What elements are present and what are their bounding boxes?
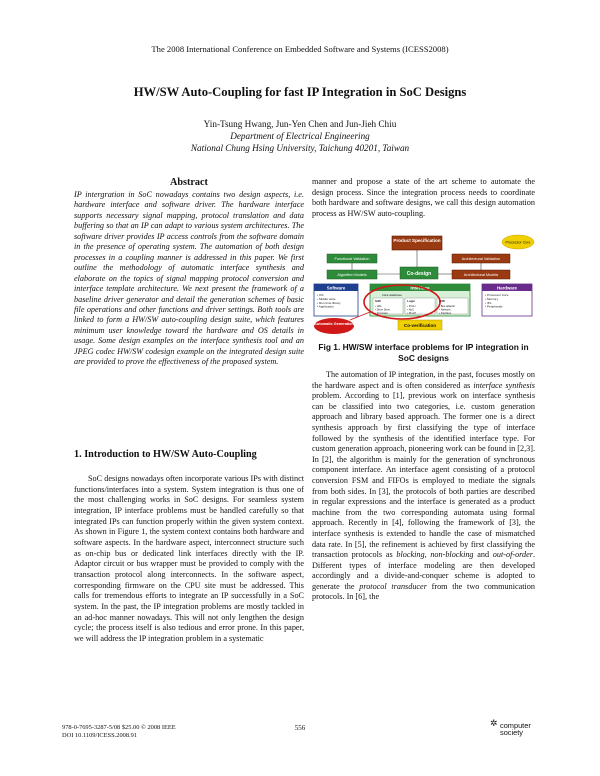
authors: Yin-Tsung Hwang, Jun-Yen Chen and Jun-Jieh Chiu: [203, 119, 397, 129]
architectural-models-label: Architectural Models: [463, 273, 499, 277]
right-column-body: [312, 370, 535, 603]
sw-column-items: • HAL • Drive Drive • Firmware: [375, 305, 390, 315]
section-heading: 1. Introduction to HW/SW Auto-Coupling: [74, 449, 257, 460]
abstract-heading: Abstract: [170, 177, 208, 188]
department: Department of Electrical Engineering: [230, 131, 370, 141]
sw-column-title: S/W: [375, 299, 381, 303]
intro-paragraph: SoC designs nowadays often incorporate various IPs with distinct functions/interfaces into a system. System integration is thus one of the most challenging works in SoC designs. For seamless system integration, IP interface problems must be handled carefully so that integrated IPs can function properly within the given system context. As shown in Figure 1, the system context contains both hardware and software aspects. In the hardware aspect, interconnect structure such as on-chip bus or dedicated link interfaces directly with the IP. Adaptor circuit or bus wrapper must be provided to comply with the transaction protocol along interconnects. In the software aspect, corresponding firmware on the CPU site must be addressed. This calls for tremendous efforts to integrate an IP successfully in a SoC system. In the past, the IP integration problems are mostly tackled in an ad-hoc manner nowadays. This will not only lengthen the design cycle; the process itself is also tedious and error prone. In this paper, we will address the IP integration problem in a systematic: [74, 474, 304, 643]
computer-society-icon: ✲: [490, 718, 498, 728]
right-column-top-text: manner and propose a state of the art scheme to automate the design process. Since the integration process needs to coordinate both hardware and software designs, we call this design automation process as HW/SW auto-coupling.: [312, 177, 535, 218]
abstract-text: IP intergration in SoC nowadays contains two design aspects, i.e. hardware interface and software driver. The hardware interface supports necessary signal mapping, protocol translation and data buffering so that an IP can adapt to various system architectures. The software driver provides IP access controls from the software domain in the presence of operating system. The automation of both design processes in a coupling manner is addressed in this paper. We first outline the methodology of automatic interface synthesis and elaborate on the topics of signal mapping protocol conversion and interface template architecture. We next present the framework of a baseline driver generator and detail the generation schemes of basic file operations and other functions and driver settings. Both tools are linked to form a HW/SW auto-coupling design suite, which features minimum user knowledge toward the hardware and OS details in usage. Some design examples on the interface synthesis tool and an JPEG codec HW/SW codesign example on the integrated design suite are provided to prove the effectiveness of the proposed system.: [74, 190, 304, 367]
interface-label: Interface: [410, 285, 430, 291]
right-paragraph: The automation of IP integration, in the past, focuses mostly on the hardware aspect and is often considered as interface synthesis problem. According to [1], previous work on interface synthesis can be classified into two categories, i.e. custom generation approach and library based approach. The former one is a direct synthesis approach by first classifying the type of interface followed by the synthesis of the identified interface type. For custom generation approach, pioneering work can be found in [2,3]. In [2], the algorithm is mainly for the generation of synchronous component interface. An interface agent consisting of a protocol conversion FSM and FIFOs is employed to mediate the signals from both sides. In [3], the protocols of both parties are described in regular expressions and the interface is generated as a product machine from the two corresponding automata using formal approach. Recently in [4], following the framework of [3], the interface synthesis is extended to handle the case of mismatched data rate. In [5], the refinement is achieved by first classifying the transaction protocols as blocking, non-blocking and out-of-order. Different types of interface modeling are then developed accordingly and a divide-and-conquer scheme is adopted to generate the protocol transducer from the two communication protocols. In [6], the: [312, 370, 536, 602]
auto-generation-label: Automatic Generation: [314, 322, 354, 326]
page-number: 556: [294, 724, 306, 732]
architectural-validation-label: Architectural Validation: [461, 257, 501, 261]
logic-column-items: • ICGU • NoC • Pin-IP: [407, 305, 417, 315]
intro-text: [74, 474, 304, 645]
figure-diagram: [312, 234, 535, 336]
conference-header: The 2008 International Conference on Embedded Software and Systems (ICESS2008): [151, 44, 449, 54]
footer-isbn: 978-0-7695-3287-5/08 $25.00 © 2008 IEEE: [62, 724, 176, 731]
author-block: [0, 118, 600, 154]
coverification-label: Co-verification: [403, 323, 437, 328]
hardware-items: • Processor Core • Memory • IPs • Peripherals: [485, 293, 509, 309]
product-spec-label: Product Specification: [393, 238, 441, 243]
hw-column-title: H/W: [439, 299, 445, 303]
paper-title: HW/SW Auto-Coupling for fast IP Integration in SoC Designs: [133, 85, 467, 99]
codesign-label: Co-design: [406, 271, 432, 277]
software-items: • OS • Middle ware • Run time library • Application: [317, 293, 341, 309]
affiliation: National Chung Hsing University, Taichung 40201, Taiwan: [190, 143, 410, 153]
auto-generation-oval: [314, 318, 354, 334]
hw-column-items: • Bus adapter • Network • Interface: [439, 305, 456, 315]
figure-caption: Fig 1. HW/SW interface problems for IP integration in SoC designs: [318, 342, 529, 363]
hardware-label: Hardware: [496, 285, 518, 291]
functional-validation-label: Functional Validation: [334, 257, 370, 261]
algorithm-models-label: Algorithm Models: [337, 273, 367, 277]
processor-core-label: Processor Core: [505, 240, 531, 245]
footer-doi: DOI 10.1109/ICESS.2008.91: [62, 732, 138, 739]
logic-column-title: Logic: [407, 299, 415, 303]
figure-1: [312, 234, 535, 336]
software-label: Software: [326, 285, 346, 291]
publisher-text: computer society: [500, 721, 531, 737]
interface-sub-label: Intra-database: [382, 293, 402, 297]
publisher-logo: [488, 716, 540, 740]
